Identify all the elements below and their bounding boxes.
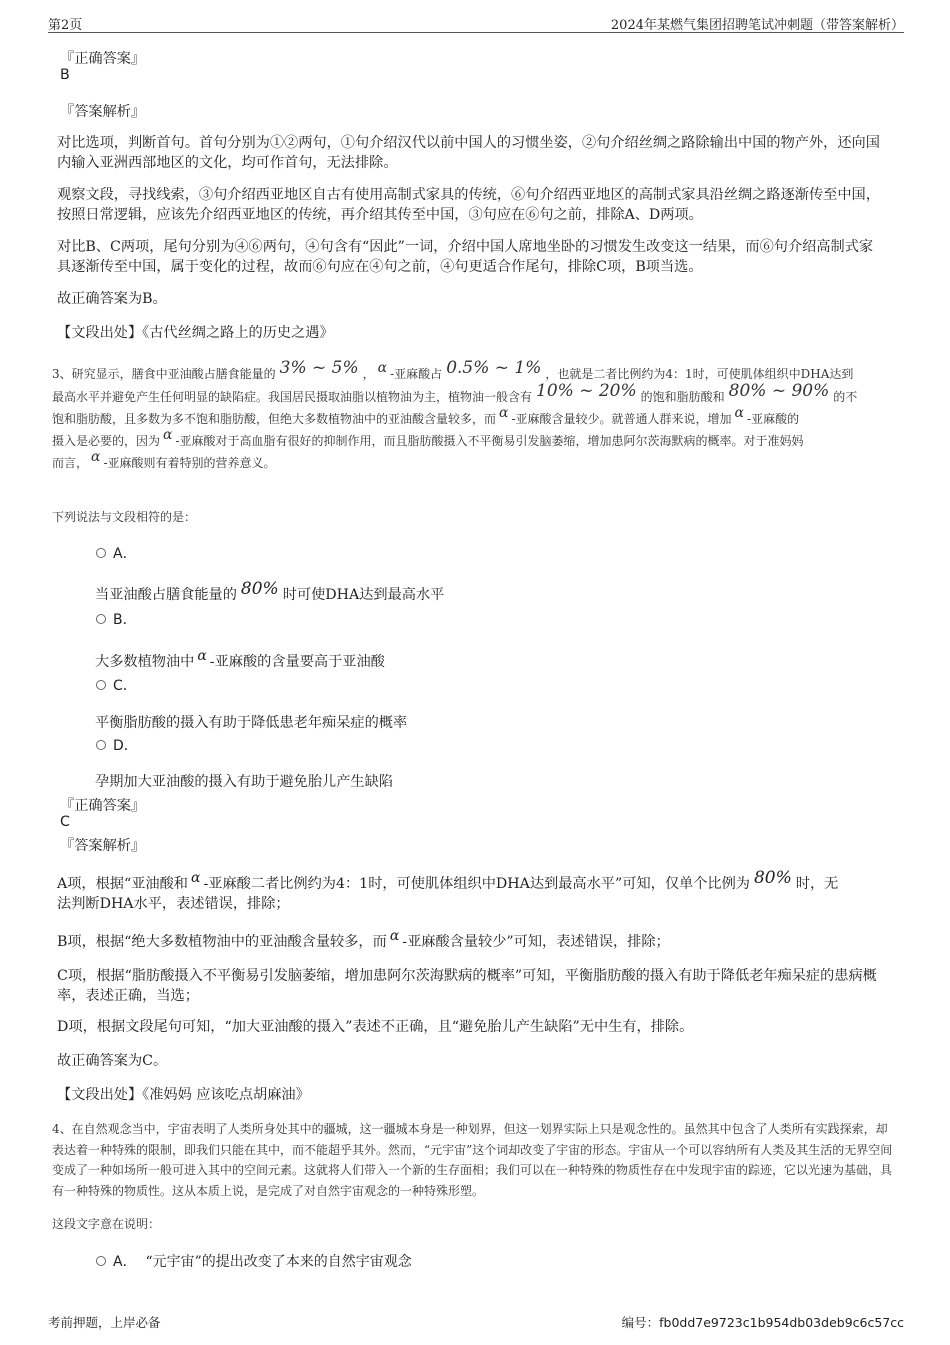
document-title: 2024年某燃气集团招聘笔试冲刺题（带答案解析） [610, 18, 904, 33]
q3-analysis-label: 『答案解析』 [60, 838, 146, 854]
q3-answer-label: 『正确答案』 [60, 798, 146, 814]
q3-line-2: 最高水平并避免产生任何明显的缺陷症。我国居民摄取油脂以植物油为主，植物油一般含有 10% ~ 20% 的饱和脂肪酸和 80% ~ 90% 的不 [52, 381, 858, 404]
page-header [48, 10, 904, 33]
q3-option-d[interactable]: D． [96, 735, 138, 753]
q3-option-c-text: 平衡脂肪酸的摄入有助于降低患老年痴呆症的概率 [95, 715, 408, 731]
q3-analysis-c: C项，根据“脂肪酸摄入不平衡易引发脑萎缩，增加患阿尔茨海默病的概率”可知，平衡脂肪酸的摄入有助于降低老年痴呆症的患病概率，表述正确，当选； [57, 968, 877, 1004]
q3-line-5: 而言， α -亚麻酸则有着特别的营养意义。 [52, 449, 276, 470]
math-10-20-percent: 10% ~ 20% [536, 381, 637, 401]
q3-option-b[interactable]: B． [96, 609, 137, 627]
q4-prompt: 这段文字意在说明： [52, 1217, 161, 1231]
q2-answer: B [60, 67, 70, 83]
radio-icon[interactable] [96, 1256, 106, 1266]
q3-option-d-text: 孕期加大亚油酸的摄入有助于避免胎儿产生缺陷 [95, 774, 393, 790]
q2-source [57, 324, 887, 344]
page-footer [48, 1313, 904, 1333]
q2-analysis-p2: 观察文段，寻找线索，③句介绍西亚地区自古有使用高制式家具的传统，⑥句介绍西亚地区的高制式家具沿丝绸之路逐渐传至中国，按照日常逻辑，应该先介绍西亚地区的传统，再介绍其传至中国，③句应在⑥句之前，排除A、D两项。 [57, 187, 880, 223]
q3-source-title: 《准妈妈 应该吃点胡麻油》 [142, 1087, 310, 1103]
q4-option-a[interactable]: A． “元宇宙”的提出改变了本来的自然宇宙观念 [96, 1251, 412, 1269]
q2-analysis-p1: 对比选项，判断首句。首句分别为①②两句，①句介绍汉代以前中国人的习惯坐姿，②句介绍丝绸之路除输出中国的物产外，还向国内输入亚洲西部地区的文化，均可作首句，无法排除。 [57, 135, 880, 171]
q3-option-c[interactable]: C． [96, 675, 137, 693]
q2-source-title: 《古代丝绸之路上的历史之遇》 [142, 325, 334, 341]
q4-stem: 4、在自然观念当中，宇宙表明了人类所身处其中的疆城，这一疆城本身是一种划界，但这一划界实际上只是观念性的。虽然其中包含了人类所有实践探索，却表达着一种特殊的限制，即我们只能在其中，而不能超乎其外。然而，“元宇宙”这个词却改变了宇宙的形态。宇宙从一个可以容纳所有人类及其生活的无界空间变成了一种如场所一般可进入其中的空间元素。这就将人们带入一个新的生存面相；我们可以在一种特殊的物质性存在中发现宇宙的踪迹，它以光速为基础，具有一种特殊的物质性。这从本质上说，是完成了对自然宇宙观念的一种特殊形塑。 [52, 1122, 893, 1198]
math-80-90-percent: 80% ~ 90% [728, 381, 830, 401]
footer-slogan: 考前押题，上岸必备 [48, 1315, 161, 1330]
q3-line-1: 3、研究显示，膳食中亚油酸占膳食能量的 3% ~ 5% ， α -亚麻酸占 0.5% ~ 1% ，也就是二者比例约为4：1时，可使肌体组织中DHA达到 [52, 358, 854, 381]
q3-analysis-d: D项，根据文段尾句可知，“加大亚油酸的摄入”表述不正确，且“避免胎儿产生缺陷”无中生有，排除。 [57, 1019, 694, 1035]
q3-line-4: 摄入是必要的，因为 α -亚麻酸对于高血脂有很好的抑制作用，而且脂肪酸摄入不平衡易引发脑萎缩，增加患阿尔茨海默病的概率。对于准妈妈 [52, 427, 804, 448]
radio-icon[interactable] [96, 614, 106, 624]
q3-option-a-text: 当亚油酸占膳食能量的 80% 时可使DHA达到最高水平 [95, 579, 445, 603]
radio-icon[interactable] [96, 740, 106, 750]
radio-icon[interactable] [96, 548, 106, 558]
q2-analysis-label: 『答案解析』 [60, 104, 146, 120]
q3-analysis-conclusion: 故正确答案为C。 [57, 1053, 168, 1069]
q3-analysis-b: B项，根据“绝大多数植物油中的亚油酸含量较多，而 α -亚麻酸含量较少”可知，表述错误，排除； [57, 928, 670, 950]
q3-answer: C [60, 814, 70, 830]
q2-analysis-p4: 故正确答案为B。 [57, 291, 167, 307]
q3-stem [52, 358, 897, 474]
q2-analysis-p3: 对比B、C两项，尾句分别为④⑥两句，④句含有“因此”一词，介绍中国人席地坐卧的习惯发生改变这一结果，而⑥句介绍高制式家具逐渐传至中国，属于变化的过程，故而⑥句应在④句之前，④句更适合作尾句，排除C项，B项当选。 [57, 239, 874, 275]
radio-icon[interactable] [96, 680, 106, 690]
q3-option-a[interactable]: A． [96, 543, 137, 561]
q3-source [57, 1086, 887, 1106]
math-3-5-percent: 3% ~ 5% [279, 358, 359, 378]
q3-source-label: 【文段出处】 [57, 1087, 143, 1103]
alpha-symbol: α [377, 360, 388, 376]
q2-source-label: 【文段出处】 [57, 325, 143, 341]
q3-line-3: 饱和脂肪酸，且多数为多不饱和脂肪酸，但绝大多数植物油中的亚油酸含量较多，而 α -亚麻酸含量较少。就普通人群来说，增加 α -亚麻酸的 [52, 405, 800, 426]
page-number: 第2页 [48, 18, 83, 33]
q2-answer-label: 『正确答案』 [60, 51, 146, 67]
q3-option-b-text: 大多数植物油中 α -亚麻酸的含量要高于亚油酸 [95, 648, 385, 670]
footer-code: 编号：fb0dd7e9723c1b954db03deb9c6c57cc [621, 1315, 904, 1330]
math-0.5-1-percent: 0.5% ~ 1% [446, 358, 542, 378]
q3-analysis-a: A项，根据“亚油酸和 α -亚麻酸二者比例约为4：1时，可使肌体组织中DHA达到最高水平”可知，仅单个比例为 80% 时，无 法判断DHA水平，表述错误，排除； [57, 868, 839, 912]
q3-prompt: 下列说法与文段相符的是： [52, 510, 197, 524]
